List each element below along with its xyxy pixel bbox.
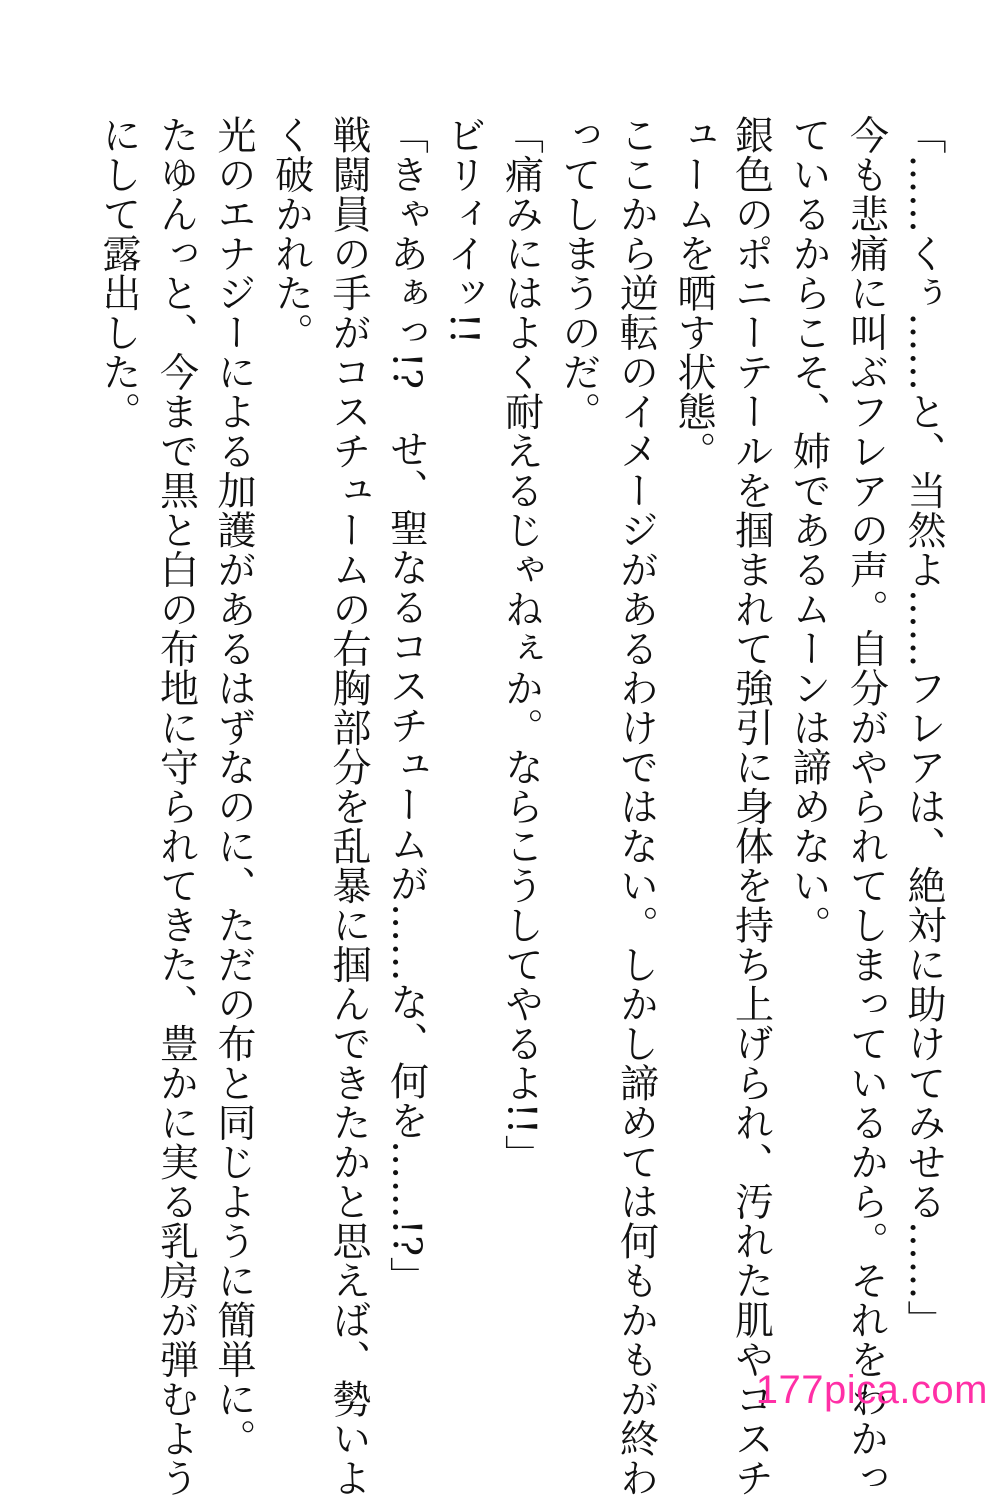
text-line-15: にして露出した。 [96,115,141,431]
text-line-8: 「痛みにはよく耐えるじゃねぇか。ならこうしてやるよ!!」 [498,115,544,1175]
text-line-5: ュームを晒す状態。 [671,115,716,471]
text-line-2: 今も悲痛に叫ぶフレアの声。自分がやられてしまっているから。それをわかっ [843,115,889,1498]
text-line-6: ここから逆転のイメージがあるわけではない。しかし諦めては何もかもが終わ [613,115,659,1498]
text-line-3: ているからこそ、姉であるムーンは諦めない。 [786,115,831,945]
text-line-7: ってしまうのだ。 [556,115,601,431]
text-line-4: 銀色のポニーテールを掴まれて強引に身体を持ち上げられ、汚れた肌やコスチ [728,115,774,1498]
text-line-10: 「きゃあぁっ!? せ、聖なるコスチュームが……な、何を……!?」 [383,115,429,1297]
text-line-9: ビリィイッ!! [441,115,486,345]
text-line-1: 「……くぅ……と、当然よ……フレアは、絶対に助けてみせる……」 [901,115,946,1340]
text-line-12: く破かれた。 [268,115,314,352]
text-line-13: 光のエナジーによる加護があるはずなのに、ただの布と同じように簡単に。 [211,115,256,1458]
text-line-14: たゆんっと、今まで黒と白の布地に守られてきた、豊かに実る乳房が弾むよう [153,115,199,1498]
text-line-11: 戦闘員の手がコスチュームの右胸部分を乱暴に掴んできたかと思えば、勢いよ [326,115,371,1498]
watermark-text: 177pica.com [755,1368,988,1412]
